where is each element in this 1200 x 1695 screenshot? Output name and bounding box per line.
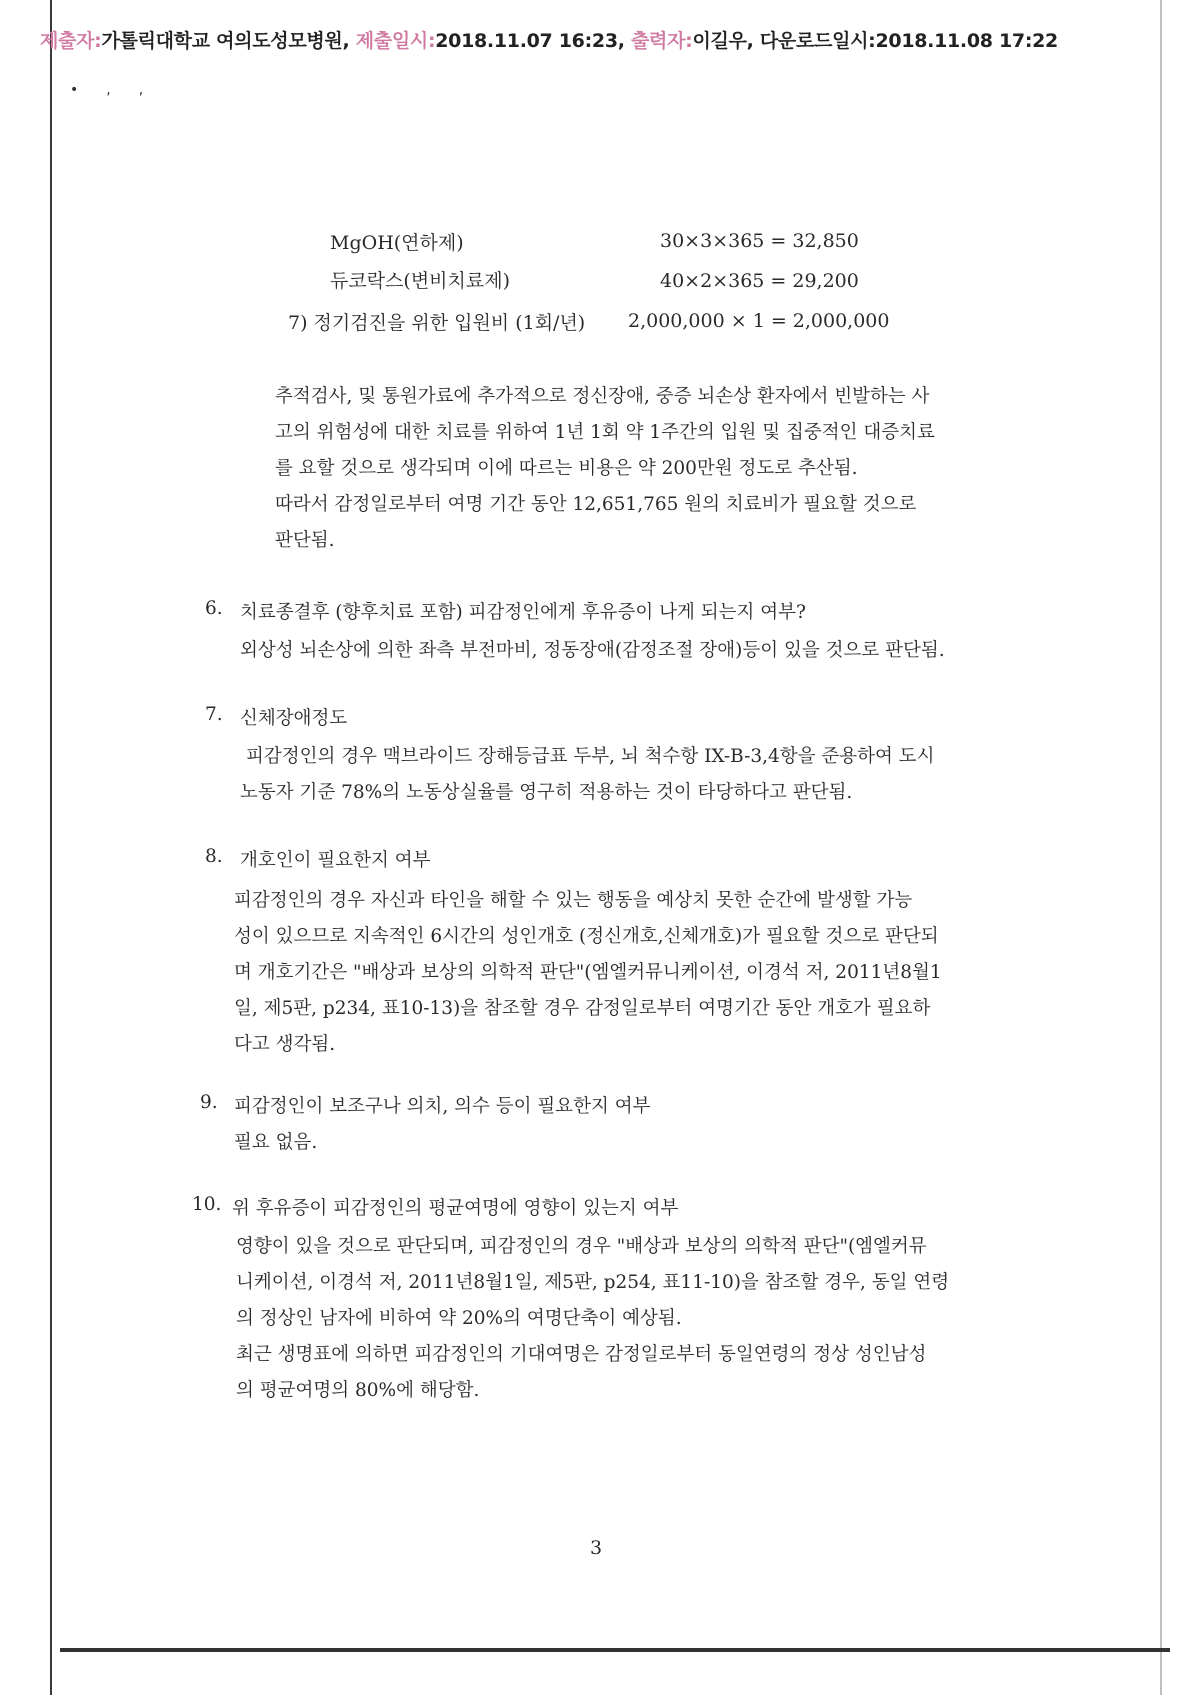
item-10-line-2: 니케이션, 이경석 저, 2011년8월1일, 제5판, p254, 표11-10)을 참조할 경우, 동일 연령 xyxy=(236,1272,950,1293)
document-header: 제출자:가톨릭대학교 여의도성모병원, 제출일시:2018.11.07 16:23, 출력자:이길우, 다운로드일시:2018.11.08 17:22 xyxy=(40,30,1058,52)
item-9-number: 9. xyxy=(200,1092,218,1113)
item-8-line-1: 피감정인의 경우 자신과 타인을 해할 수 있는 행동을 예상치 못한 순간에 발생할 가능 xyxy=(234,890,913,911)
item-10-number: 10. xyxy=(192,1194,222,1215)
summary-line-4: 따라서 감정일로부터 여명 기간 동안 12,651,765 원의 치료비가 필요할 것으로 xyxy=(275,494,917,515)
scan-specks: • , , xyxy=(70,82,144,98)
item-7-number: 7. xyxy=(205,704,223,725)
item-8-title: 개호인이 필요한지 여부 xyxy=(240,850,431,871)
summary-line-1: 추적검사, 및 통원가료에 추가적으로 정신장애, 중증 뇌손상 환자에서 빈발하는 사 xyxy=(275,386,930,407)
item-10-line-4: 최근 생명표에 의하면 피감정인의 기대여명은 감정일로부터 동일연령의 정상 성인남성 xyxy=(236,1344,927,1365)
item-10-line-5: 의 평균여명의 80%에 해당함. xyxy=(236,1380,480,1401)
summary-line-2: 고의 위험성에 대한 치료를 위하여 1년 1회 약 1주간의 입원 및 집중적인 대증치료 xyxy=(275,422,935,443)
calc-row-1-formula: 30×3×365 = 32,850 xyxy=(660,230,859,252)
item-10-line-1: 영향이 있을 것으로 판단되며, 피감정인의 경우 "배상과 보상의 의학적 판단"(엠엘커뮤 xyxy=(236,1236,927,1257)
page-number: 3 xyxy=(590,1537,603,1559)
calc-row-3-formula: 2,000,000 × 1 = 2,000,000 xyxy=(628,310,890,332)
header-download-time: 2018.11.08 17:22 xyxy=(875,30,1058,52)
header-submit-label: 제출일시: xyxy=(355,30,436,52)
item-10-title: 위 후유증이 피감정인의 평균여명에 영향이 있는지 여부 xyxy=(232,1198,679,1219)
item-8-line-4: 일, 제5판, p234, 표10-13)을 참조할 경우 감정일로부터 여명기간 동안 개호가 필요하 xyxy=(234,998,931,1019)
item-6-title: 치료종결후 (향후치료 포함) 피감정인에게 후유증이 나게 되는지 여부? xyxy=(240,602,806,623)
calc-row-2-name: 듀코락스(변비치료제) xyxy=(330,270,511,292)
item-8-line-2: 성이 있으므로 지속적인 6시간의 성인개호 (정신개호,신체개호)가 필요할 것으로 판단되 xyxy=(234,926,939,947)
header-printer: 이길우 xyxy=(692,30,747,52)
header-submitter: 가톨릭대학교 여의도성모병원 xyxy=(101,30,343,52)
item-10-line-3: 의 정상인 남자에 비하여 약 20%의 여명단축이 예상됨. xyxy=(236,1308,682,1329)
item-7-line-2: 노동자 기준 78%의 노동상실율를 영구히 적용하는 것이 타당하다고 판단됨. xyxy=(240,782,853,803)
header-submitter-label: 제출자: xyxy=(40,30,102,52)
page-right-border xyxy=(1160,0,1162,1695)
summary-line-3: 를 요할 것으로 생각되며 이에 따르는 비용은 약 200만원 정도로 추산됨. xyxy=(275,458,858,479)
calc-row-3-name: 7) 정기검진을 위한 입원비 (1회/년) xyxy=(288,312,586,334)
header-submit-time: 2018.11.07 16:23 xyxy=(435,30,618,52)
item-8-number: 8. xyxy=(205,846,223,867)
item-9-line-1: 필요 없음. xyxy=(234,1132,318,1153)
header-download-label: 다운로드일시: xyxy=(759,30,876,52)
bottom-rule xyxy=(60,1648,1170,1652)
item-8-line-5: 다고 생각됨. xyxy=(234,1034,336,1055)
header-printer-label: 출력자: xyxy=(630,30,693,52)
item-9-title: 피감정인이 보조구나 의치, 의수 등이 필요한지 여부 xyxy=(234,1096,651,1117)
item-7-title: 신체장애정도 xyxy=(240,708,348,729)
calc-row-2-formula: 40×2×365 = 29,200 xyxy=(660,270,859,292)
page-left-border xyxy=(50,0,52,1695)
item-6-line-1: 외상성 뇌손상에 의한 좌측 부전마비, 정동장애(감정조절 장애)등이 있을 것으로 판단됨. xyxy=(240,640,945,661)
item-8-line-3: 며 개호기간은 "배상과 보상의 의학적 판단"(엠엘커뮤니케이션, 이경석 저, 2011년8월1 xyxy=(234,962,942,983)
item-6-number: 6. xyxy=(205,598,223,619)
calc-row-1-name: MgOH(연하제) xyxy=(330,232,464,254)
item-7-line-1: 피감정인의 경우 맥브라이드 장해등급표 두부, 뇌 척수항 IX-B-3,4항을 준용하여 도시 xyxy=(246,746,935,767)
summary-line-5: 판단됨. xyxy=(275,530,335,551)
